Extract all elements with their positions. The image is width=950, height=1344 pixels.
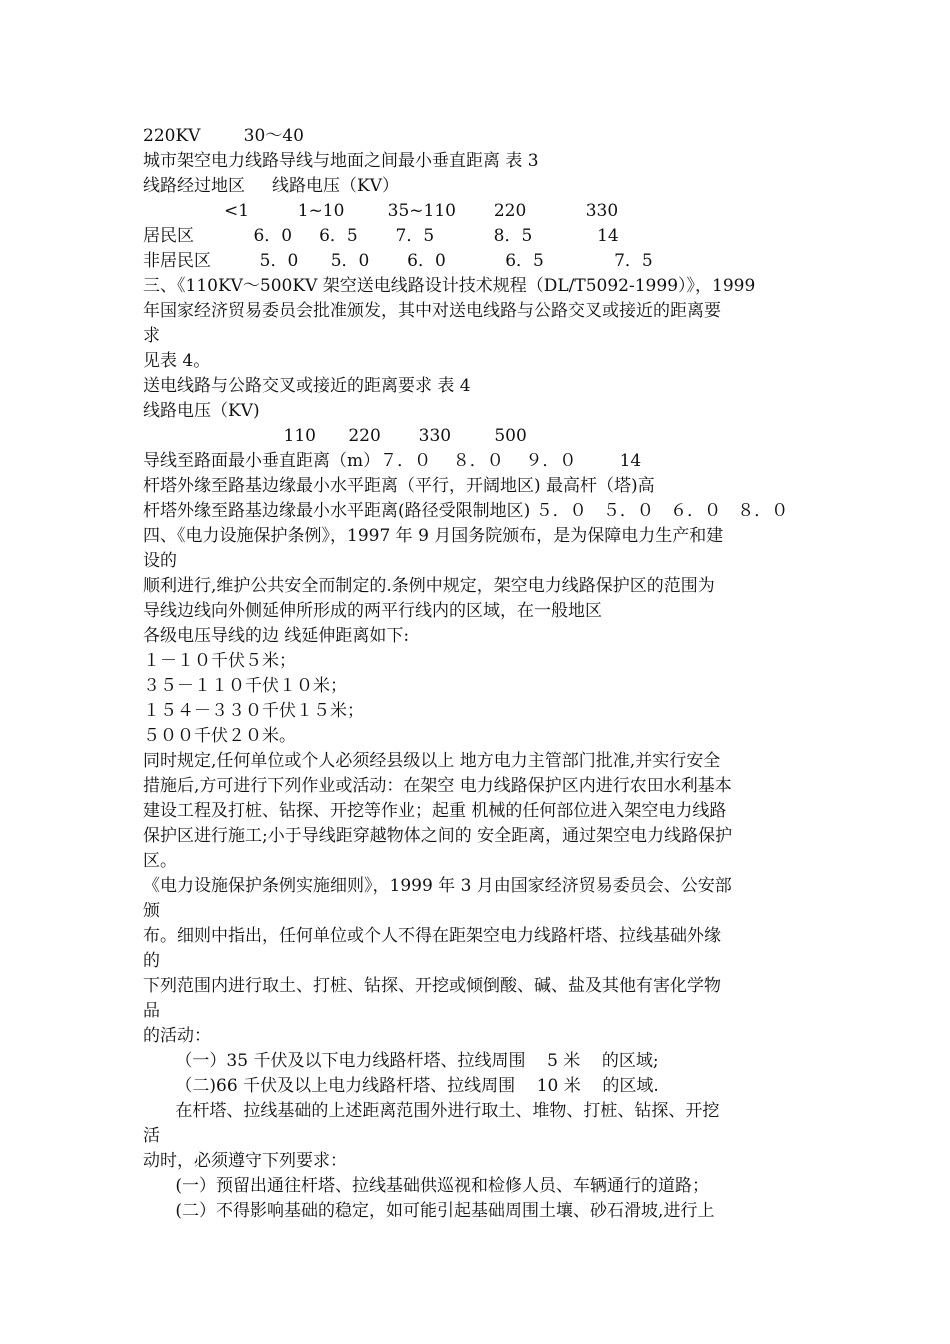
text-line: 各级电压导线的边 线延伸距离如下: — [143, 626, 410, 646]
text-line: 城市架空电力线路导线与地面之间最小垂直距离 表 3 — [143, 151, 539, 171]
text-line: 送电线路与公路交叉或接近的距离要求 表 4 — [143, 376, 471, 396]
text-line: 杆塔外缘至路基边缘最小水平距离（平行，开阔地区) 最高杆（塔)高 — [143, 476, 655, 496]
text-line: 见表 4。 — [143, 351, 211, 371]
text-line: 导线边线向外侧延伸所形成的两平行线内的区域，在一般地区 — [143, 601, 602, 621]
text-line: 《电力设施保护条例实施细则》，1999 年 3 月由国家经济贸易委员会、公安部 — [143, 876, 732, 896]
text-line: (二）不得影响基础的稳定，如可能引起基础周围土壤、砂石滑坡,进行上 — [143, 1201, 715, 1221]
text-line: １５４－３３０千伏１５米； — [143, 701, 364, 721]
text-line: 措施后,方可进行下列作业或活动：在架空 电力线路保护区内进行农田水利基本 — [143, 776, 732, 796]
text-line: 非居民区 5．0 5．0 6．0 6．5 7．5 — [143, 251, 653, 271]
text-line: （一）35 千伏及以下电力线路杆塔、拉线周围 5 米 的区域; — [143, 1051, 659, 1071]
text-line: 颁 — [143, 901, 160, 921]
text-line: 年国家经济贸易委员会批准颁发，其中对送电线路与公路交叉或接近的距离要 — [143, 301, 721, 321]
text-line: (一）预留出通往杆塔、拉线基础供巡视和检修人员、车辆通行的道路； — [143, 1176, 710, 1196]
text-line: 110 220 330 500 — [143, 426, 527, 446]
text-line: 的 — [143, 951, 160, 971]
text-line: 导线至路面最小垂直距离（m）７．０ ８．０ ９．０ 14 — [143, 451, 642, 471]
text-line: 求 — [143, 326, 160, 346]
text-line: 设的 — [143, 551, 177, 571]
text-line: 线路经过地区 线路电压（KV） — [143, 176, 399, 196]
text-line: 动时，必须遵守下列要求： — [143, 1151, 347, 1171]
text-line: ３５－１１０千伏１０米； — [143, 676, 347, 696]
text-line: 杆塔外缘至路基边缘最小水平距离(路径受限制地区) ５．０ ５．０ ６．０ ８．０ — [143, 501, 789, 521]
text-line: 布。细则中指出，任何单位或个人不得在距架空电力线路杆塔、拉线基础外缘 — [143, 926, 721, 946]
text-line: 保护区进行施工;小于导线距穿越物体之间的 安全距离，通过架空电力线路保护 — [143, 826, 733, 846]
text-line: 的活动： — [143, 1026, 211, 1046]
text-line: 活 — [143, 1126, 160, 1146]
text-line: 220KV 30～40 — [143, 126, 304, 146]
text-line: 三、《110KV～500KV 架空送电线路设计技术规程（DL/T5092-1999）》，1999 — [143, 276, 756, 296]
text-line: ５００千伏２０米。 — [143, 726, 296, 746]
text-line: 同时规定,任何单位或个人必须经县级以上 地方电力主管部门批准,并实行安全 — [143, 751, 721, 771]
text-line: 在杆塔、拉线基础的上述距离范围外进行取土、堆物、打桩、钻探、开挖 — [143, 1101, 720, 1121]
text-line: 四、《电力设施保护条例》，1997 年 9 月国务院颁布，是为保障电力生产和建 — [143, 526, 724, 546]
text-line: （二)66 千伏及以上电力线路杆塔、拉线周围 10 米 的区域. — [143, 1076, 659, 1096]
text-line: 线路电压（KV) — [143, 401, 260, 421]
text-line: 下列范围内进行取土、打桩、钻探、开挖或倾倒酸、碱、盐及其他有害化学物 — [143, 976, 721, 996]
text-line: <1 1~10 35~110 220 330 — [143, 201, 619, 221]
text-line: 区。 — [143, 851, 177, 871]
text-line: 品 — [143, 1001, 160, 1021]
text-line: 居民区 6．0 6．5 7．5 8．5 14 — [143, 226, 619, 246]
text-line: 建设工程及打桩、钻探、开挖等作业；起重 机械的任何部位进入架空电力线路 — [143, 801, 727, 821]
text-line: １－１０千伏５米； — [143, 651, 296, 671]
text-line: 顺利进行,维护公共安全而制定的.条例中规定，架空电力线路保护区的范围为 — [143, 576, 715, 596]
